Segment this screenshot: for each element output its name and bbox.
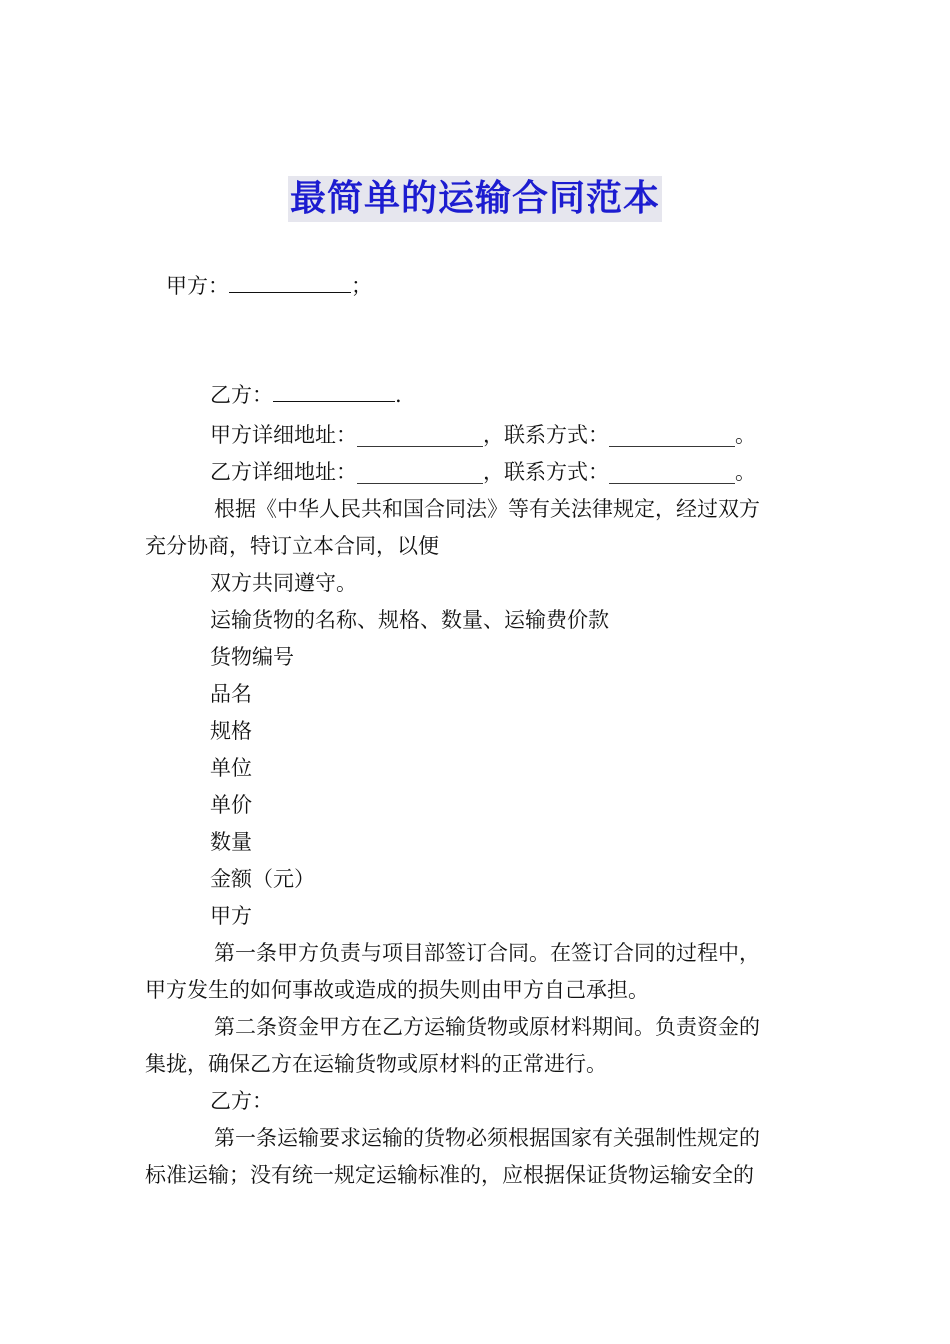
goods-field: 金额（元）	[210, 867, 315, 891]
goods-field: 单位	[210, 756, 252, 780]
a-clause-2-line-2: 集拢，确保乙方在运输货物或原材料的正常进行。	[145, 1052, 607, 1076]
party-a-line	[166, 272, 372, 300]
party-b-suffix: .	[395, 383, 402, 407]
preamble-line-3: 双方共同遵守。	[210, 571, 357, 595]
party-b-heading: 乙方：	[210, 1089, 273, 1113]
party-b-blank	[273, 381, 395, 402]
a-clause-1-line-2: 甲方发生的如何事故或造成的损失则由甲方自己承担。	[145, 978, 649, 1002]
goods-heading: 运输货物的名称、规格、数量、运输费价款	[210, 608, 609, 632]
party-a-heading: 甲方	[210, 904, 252, 928]
goods-field: 数量	[210, 830, 252, 854]
b-clause-1-line-1: 第一条运输要求运输的货物必须根据国家有关强制性规定的	[214, 1126, 760, 1150]
party-a-suffix: ；	[351, 274, 372, 298]
a-clause-1-line-1: 第一条甲方负责与项目部签订合同。在签订合同的过程中，	[214, 941, 760, 965]
party-b-label: 乙方：	[210, 383, 273, 407]
a-clause-2-line-1: 第二条资金甲方在乙方运输货物或原材料期间。负责资金的	[214, 1015, 760, 1039]
party-a-blank	[229, 272, 351, 293]
title-container	[0, 176, 950, 222]
party-a-label: 甲方：	[166, 274, 229, 298]
goods-field: 货物编号	[210, 645, 294, 669]
preamble-line-2: 充分协商，特订立本合同，以便	[145, 534, 439, 558]
party-b-address: 乙方详细地址：____________，联系方式：____________。	[210, 460, 756, 484]
goods-field: 规格	[210, 719, 252, 743]
document-title: 最简单的运输合同范本	[288, 176, 662, 222]
b-clause-1-line-2: 标准运输；没有统一规定运输标准的，应根据保证货物运输安全的	[145, 1163, 754, 1187]
preamble-line-1: 根据《中华人民共和国合同法》等有关法律规定，经过双方	[214, 497, 760, 521]
goods-field: 单价	[210, 793, 252, 817]
party-b-line	[210, 381, 402, 409]
party-a-address: 甲方详细地址：____________，联系方式：____________。	[210, 423, 756, 447]
goods-field: 品名	[210, 682, 252, 706]
